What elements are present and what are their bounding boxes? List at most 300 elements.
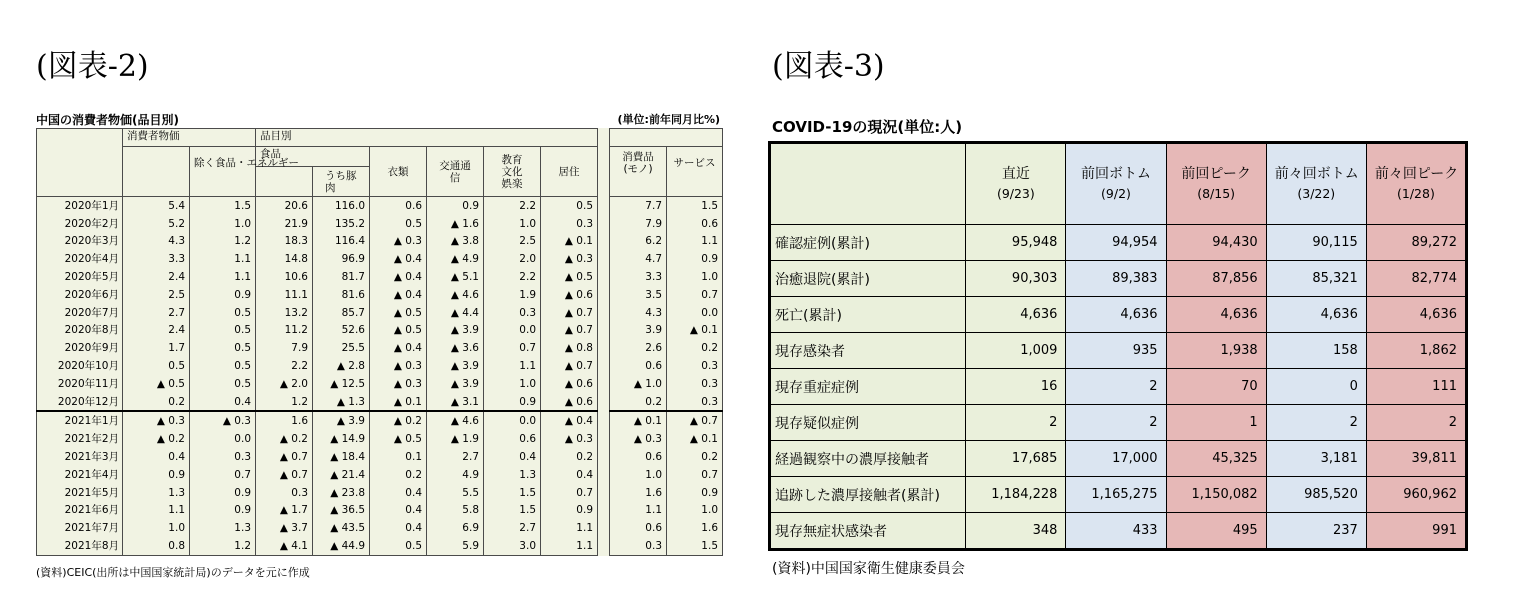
cell-value: 52.6 xyxy=(313,322,370,340)
cell-value: 4,636 xyxy=(966,297,1066,333)
column-gap xyxy=(598,448,610,466)
row-label: 2020年9月 xyxy=(37,339,123,357)
cell-value: ▲ 0.6 xyxy=(541,286,598,304)
cell-value: ▲ 1.6 xyxy=(427,215,484,233)
row-label: 2020年4月 xyxy=(37,250,123,268)
column-gap xyxy=(598,519,610,537)
row-label: 2021年3月 xyxy=(37,448,123,466)
row-label: 2020年3月 xyxy=(37,233,123,251)
cell-value: 1.0 xyxy=(667,268,723,286)
column-header xyxy=(1066,143,1166,225)
cell-value: ▲ 2.0 xyxy=(256,375,313,393)
cell-value: 2.5 xyxy=(123,286,190,304)
cell-value: 1.5 xyxy=(667,537,723,556)
cell-value: 158 xyxy=(1266,333,1366,369)
cell-value: ▲ 4.4 xyxy=(427,304,484,322)
cell-value: ▲ 0.4 xyxy=(541,411,598,430)
cell-value: 1.3 xyxy=(484,466,541,484)
cell-value: ▲ 4.6 xyxy=(427,286,484,304)
cell-value: 2.0 xyxy=(484,250,541,268)
table-row xyxy=(770,477,1467,513)
cell-value: 14.8 xyxy=(256,250,313,268)
cell-value: 0.4 xyxy=(370,484,427,502)
cell-value: 1.6 xyxy=(667,519,723,537)
cell-value: 3.3 xyxy=(610,268,667,286)
cell-value: ▲ 2.8 xyxy=(313,357,370,375)
cell-value: 0.9 xyxy=(123,466,190,484)
table-row xyxy=(37,339,723,357)
cell-value: 0.9 xyxy=(667,250,723,268)
row-label: 治癒退院(累計) xyxy=(770,261,966,297)
cell-value: ▲ 18.4 xyxy=(313,448,370,466)
cell-value: 5.9 xyxy=(427,537,484,556)
cell-value: 0.6 xyxy=(610,519,667,537)
cell-value: 4.3 xyxy=(610,304,667,322)
table-row xyxy=(37,519,723,537)
cpi-header-housing: 居住 xyxy=(541,147,598,197)
covid-table-caption: COVID-19の現況(単位:人) xyxy=(772,118,963,136)
covid-table xyxy=(768,141,1468,551)
cell-value: 4,636 xyxy=(1066,297,1166,333)
cell-value: ▲ 0.2 xyxy=(256,430,313,448)
cell-value: 135.2 xyxy=(313,215,370,233)
cell-value: 111 xyxy=(1366,369,1466,405)
cell-value: 0.3 xyxy=(484,304,541,322)
cell-value: 0 xyxy=(1266,369,1366,405)
figure-3-title: (図表-3) xyxy=(772,49,885,84)
row-label: 2021年2月 xyxy=(37,430,123,448)
cell-value: ▲ 3.9 xyxy=(427,357,484,375)
column-header xyxy=(1366,143,1466,225)
cell-value: 2.2 xyxy=(484,268,541,286)
cell-value: 0.6 xyxy=(610,448,667,466)
cell-value: 85.7 xyxy=(313,304,370,322)
cell-value: 0.5 xyxy=(123,357,190,375)
cell-value: 6.9 xyxy=(427,519,484,537)
cpi-header-headline xyxy=(123,147,190,197)
cell-value: 0.9 xyxy=(427,197,484,215)
table-row xyxy=(37,250,723,268)
cell-value: 3.5 xyxy=(610,286,667,304)
cell-value: 7.7 xyxy=(610,197,667,215)
cpi-header-cpi: 消費者物価 xyxy=(123,129,256,147)
cell-value: 0.3 xyxy=(667,357,723,375)
cell-value: 0.9 xyxy=(541,501,598,519)
cell-value: 89,383 xyxy=(1066,261,1166,297)
cell-value: 0.7 xyxy=(667,286,723,304)
figure-2-title: (図表-2) xyxy=(36,49,149,84)
table-row xyxy=(37,501,723,519)
cell-value: 985,520 xyxy=(1266,477,1366,513)
table-row xyxy=(37,466,723,484)
cell-value: ▲ 0.3 xyxy=(370,375,427,393)
cell-value: 0.5 xyxy=(370,537,427,556)
cell-value: 1.1 xyxy=(610,501,667,519)
cell-value: ▲ 0.4 xyxy=(370,286,427,304)
cell-value: 13.2 xyxy=(256,304,313,322)
cell-value: 94,430 xyxy=(1166,225,1266,261)
table-row xyxy=(37,286,723,304)
table-row xyxy=(37,411,723,430)
cell-value: ▲ 3.9 xyxy=(427,375,484,393)
cell-value: 1 xyxy=(1166,405,1266,441)
cell-value: 2.4 xyxy=(123,322,190,340)
column-gap xyxy=(598,466,610,484)
cell-value: 2.5 xyxy=(484,233,541,251)
cell-value: 0.5 xyxy=(190,339,256,357)
cell-value: ▲ 1.7 xyxy=(256,501,313,519)
covid-table-body xyxy=(770,225,1467,550)
table-row xyxy=(770,297,1467,333)
cell-value: 1.0 xyxy=(484,215,541,233)
cell-value: ▲ 0.6 xyxy=(541,375,598,393)
cell-value: 1.3 xyxy=(123,484,190,502)
row-label: 2020年12月 xyxy=(37,393,123,412)
row-label: 現存疑似症例 xyxy=(770,405,966,441)
cell-value: 0.4 xyxy=(123,448,190,466)
cell-value: ▲ 0.3 xyxy=(370,233,427,251)
row-label: 現存感染者 xyxy=(770,333,966,369)
cpi-header-transport: 交通通信 xyxy=(427,147,484,197)
cell-value: 0.5 xyxy=(190,357,256,375)
cell-value: 4,636 xyxy=(1266,297,1366,333)
row-label: 2021年4月 xyxy=(37,466,123,484)
cell-value: ▲ 0.5 xyxy=(370,304,427,322)
table-row xyxy=(770,441,1467,477)
cell-value: 0.9 xyxy=(667,484,723,502)
cpi-header-clothing: 衣類 xyxy=(370,147,427,197)
table-row xyxy=(37,197,723,215)
cell-value: 1,938 xyxy=(1166,333,1266,369)
cell-value: 0.3 xyxy=(610,537,667,556)
cell-value: 1.7 xyxy=(123,339,190,357)
cell-value: ▲ 0.5 xyxy=(370,430,427,448)
cell-value: 81.7 xyxy=(313,268,370,286)
cell-value: ▲ 0.1 xyxy=(667,430,723,448)
cell-value: ▲ 3.9 xyxy=(427,322,484,340)
cell-value: ▲ 3.6 xyxy=(427,339,484,357)
column-header-label: 前々回ピーク xyxy=(1374,166,1459,182)
cell-value: 2 xyxy=(1366,405,1466,441)
cell-value: 7.9 xyxy=(610,215,667,233)
column-gap xyxy=(598,357,610,375)
cell-value: 1.1 xyxy=(123,501,190,519)
cell-value: ▲ 0.7 xyxy=(667,411,723,430)
cell-value: 0.0 xyxy=(484,411,541,430)
cell-value: 0.3 xyxy=(256,484,313,502)
cell-value: ▲ 4.1 xyxy=(256,537,313,556)
cell-value: ▲ 0.3 xyxy=(541,430,598,448)
cpi-header-food: 食品 xyxy=(256,147,370,167)
cell-value: 1,184,228 xyxy=(966,477,1066,513)
cell-value: 1.2 xyxy=(256,393,313,412)
cell-value: 2.7 xyxy=(427,448,484,466)
table-row xyxy=(37,215,723,233)
column-gap xyxy=(598,250,610,268)
column-header xyxy=(966,143,1066,225)
cell-value: 11.1 xyxy=(256,286,313,304)
cell-value: ▲ 0.2 xyxy=(123,430,190,448)
cell-value: 10.6 xyxy=(256,268,313,286)
table-row xyxy=(37,393,723,412)
column-gap xyxy=(598,197,610,215)
table-row xyxy=(37,430,723,448)
table-row xyxy=(770,369,1467,405)
cell-value: 348 xyxy=(966,513,1066,550)
cell-value: ▲ 12.5 xyxy=(313,375,370,393)
covid-corner-cell xyxy=(770,143,966,225)
cpi-table-caption: 中国の消費者物価(品目別) xyxy=(36,113,179,127)
cell-value: 0.7 xyxy=(190,466,256,484)
table-row xyxy=(770,405,1467,441)
row-label: 追跡した濃厚接触者(累計) xyxy=(770,477,966,513)
column-header-label: 前回ボトム xyxy=(1080,166,1151,182)
cell-value: 0.3 xyxy=(541,215,598,233)
cell-value: ▲ 0.3 xyxy=(610,430,667,448)
cell-value: 4.9 xyxy=(427,466,484,484)
cell-value: ▲ 5.1 xyxy=(427,268,484,286)
cpi-header-pork: うち豚肉 xyxy=(313,167,370,197)
column-header-date: (9/2) xyxy=(1101,186,1131,201)
table-row xyxy=(37,322,723,340)
cell-value: 4.7 xyxy=(610,250,667,268)
cell-value: 0.8 xyxy=(123,537,190,556)
cell-value: 82,774 xyxy=(1366,261,1466,297)
cell-value: 0.1 xyxy=(370,448,427,466)
column-gap xyxy=(598,286,610,304)
cell-value: 1,150,082 xyxy=(1166,477,1266,513)
cell-value: 18.3 xyxy=(256,233,313,251)
cell-value: 1.5 xyxy=(484,484,541,502)
cell-value: 1.5 xyxy=(190,197,256,215)
cell-value: 433 xyxy=(1066,513,1166,550)
cell-value: 0.4 xyxy=(541,466,598,484)
row-label: 2021年7月 xyxy=(37,519,123,537)
cell-value: ▲ 0.7 xyxy=(541,357,598,375)
cell-value: 0.6 xyxy=(667,215,723,233)
cell-value: ▲ 36.5 xyxy=(313,501,370,519)
cell-value: 17,000 xyxy=(1066,441,1166,477)
column-gap xyxy=(598,393,610,412)
cell-value: 0.5 xyxy=(190,375,256,393)
cell-value: 2 xyxy=(1066,369,1166,405)
cell-value: 1.1 xyxy=(190,268,256,286)
cell-value: 4,636 xyxy=(1366,297,1466,333)
cell-value: 5.2 xyxy=(123,215,190,233)
cell-value: 2 xyxy=(966,405,1066,441)
row-label: 2020年5月 xyxy=(37,268,123,286)
column-gap xyxy=(598,215,610,233)
row-label: 2020年11月 xyxy=(37,375,123,393)
cell-value: 0.2 xyxy=(667,339,723,357)
cell-value: 96.9 xyxy=(313,250,370,268)
cell-value: 1.6 xyxy=(256,411,313,430)
cell-value: 2.7 xyxy=(123,304,190,322)
row-label: 2020年1月 xyxy=(37,197,123,215)
column-header xyxy=(1266,143,1366,225)
cell-value: 1.3 xyxy=(190,519,256,537)
table-row xyxy=(770,225,1467,261)
cell-value: 1.1 xyxy=(541,537,598,556)
cell-value: ▲ 21.4 xyxy=(313,466,370,484)
cell-value: 960,962 xyxy=(1366,477,1466,513)
cell-value: 3.9 xyxy=(610,322,667,340)
cell-value: 1,165,275 xyxy=(1066,477,1166,513)
cell-value: 1.0 xyxy=(190,215,256,233)
cell-value: 0.7 xyxy=(667,466,723,484)
cpi-corner-cell xyxy=(37,129,123,197)
cell-value: 0.4 xyxy=(484,448,541,466)
cell-value: ▲ 3.1 xyxy=(427,393,484,412)
cell-value: 1.5 xyxy=(484,501,541,519)
column-gap xyxy=(598,375,610,393)
cell-value: 70 xyxy=(1166,369,1266,405)
row-label: 確認症例(累計) xyxy=(770,225,966,261)
cell-value: 1.0 xyxy=(667,501,723,519)
cell-value: 1.1 xyxy=(541,519,598,537)
column-gap xyxy=(598,537,610,556)
cell-value: ▲ 0.8 xyxy=(541,339,598,357)
cell-value: 5.8 xyxy=(427,501,484,519)
cell-value: 3.3 xyxy=(123,250,190,268)
cell-value: 0.5 xyxy=(190,304,256,322)
cell-value: 0.5 xyxy=(541,197,598,215)
cell-value: 3.0 xyxy=(484,537,541,556)
cell-value: 0.0 xyxy=(667,304,723,322)
cell-value: ▲ 14.9 xyxy=(313,430,370,448)
cell-value: 0.0 xyxy=(484,322,541,340)
cell-value: ▲ 1.0 xyxy=(610,375,667,393)
cell-value: 0.2 xyxy=(541,448,598,466)
cpi-header-core: 除く食品・エネルギー xyxy=(190,147,256,197)
cell-value: 0.6 xyxy=(370,197,427,215)
column-gap xyxy=(598,233,610,251)
cell-value: 45,325 xyxy=(1166,441,1266,477)
cell-value: 1.0 xyxy=(610,466,667,484)
cpi-header-food-all xyxy=(256,167,313,197)
cell-value: 1.1 xyxy=(190,250,256,268)
cell-value: 0.3 xyxy=(667,375,723,393)
cell-value: ▲ 4.9 xyxy=(427,250,484,268)
cpi-header-services: サービス xyxy=(667,147,723,197)
cpi-header-by-item: 品目別 xyxy=(256,129,598,147)
cell-value: 0.7 xyxy=(541,484,598,502)
column-header-date: (1/28) xyxy=(1397,186,1435,201)
row-label: 2021年1月 xyxy=(37,411,123,430)
cell-value: 39,811 xyxy=(1366,441,1466,477)
column-gap xyxy=(598,501,610,519)
cell-value: 1.2 xyxy=(190,233,256,251)
cell-value: ▲ 3.7 xyxy=(256,519,313,537)
cell-value: ▲ 0.7 xyxy=(256,466,313,484)
cell-value: 0.5 xyxy=(370,215,427,233)
cell-value: ▲ 3.8 xyxy=(427,233,484,251)
table-row xyxy=(770,261,1467,297)
cell-value: 2.2 xyxy=(256,357,313,375)
cell-value: 0.9 xyxy=(190,501,256,519)
cell-value: ▲ 0.1 xyxy=(370,393,427,412)
cell-value: 116.4 xyxy=(313,233,370,251)
cell-value: 6.2 xyxy=(610,233,667,251)
cpi-header-blank xyxy=(610,129,723,147)
cell-value: 2.6 xyxy=(610,339,667,357)
cell-value: 11.2 xyxy=(256,322,313,340)
column-header-date: (8/15) xyxy=(1197,186,1236,201)
column-gap xyxy=(598,484,610,502)
row-label: 2021年5月 xyxy=(37,484,123,502)
cell-value: 0.2 xyxy=(667,448,723,466)
cell-value: ▲ 0.7 xyxy=(541,304,598,322)
cell-value: 0.5 xyxy=(190,322,256,340)
cell-value: ▲ 0.7 xyxy=(541,322,598,340)
cell-value: 3,181 xyxy=(1266,441,1366,477)
cell-value: 1.5 xyxy=(667,197,723,215)
table-row xyxy=(37,233,723,251)
row-label: 現存重症症例 xyxy=(770,369,966,405)
column-header-label: 前々回ボトム xyxy=(1274,166,1359,182)
cell-value: 5.5 xyxy=(427,484,484,502)
row-label: 2021年8月 xyxy=(37,537,123,556)
column-gap xyxy=(598,411,610,430)
cell-value: 1.0 xyxy=(123,519,190,537)
cell-value: 87,856 xyxy=(1166,261,1266,297)
cell-value: ▲ 0.4 xyxy=(370,339,427,357)
cell-value: 0.2 xyxy=(370,466,427,484)
cell-value: 2.7 xyxy=(484,519,541,537)
cell-value: 0.6 xyxy=(484,430,541,448)
cell-value: ▲ 23.8 xyxy=(313,484,370,502)
cpi-header-goods: 消費品(モノ) xyxy=(610,147,667,197)
cell-value: 0.4 xyxy=(370,519,427,537)
table-row xyxy=(37,448,723,466)
cell-value: ▲ 0.5 xyxy=(370,322,427,340)
cell-value: 2.2 xyxy=(484,197,541,215)
cell-value: 95,948 xyxy=(966,225,1066,261)
table-row xyxy=(770,333,1467,369)
cell-value: 2 xyxy=(1066,405,1166,441)
row-label: 2020年2月 xyxy=(37,215,123,233)
cell-value: 25.5 xyxy=(313,339,370,357)
cell-value: 1.9 xyxy=(484,286,541,304)
cpi-table xyxy=(36,128,723,556)
cpi-table-body xyxy=(37,197,723,556)
cell-value: 0.0 xyxy=(190,430,256,448)
cell-value: 20.6 xyxy=(256,197,313,215)
table-row xyxy=(37,375,723,393)
cell-value: ▲ 0.1 xyxy=(610,411,667,430)
cell-value: ▲ 0.3 xyxy=(541,250,598,268)
cell-value: 85,321 xyxy=(1266,261,1366,297)
cell-value: 0.3 xyxy=(667,393,723,412)
cell-value: ▲ 0.1 xyxy=(667,322,723,340)
cell-value: ▲ 0.2 xyxy=(370,411,427,430)
cell-value: ▲ 0.5 xyxy=(541,268,598,286)
cell-value: ▲ 3.9 xyxy=(313,411,370,430)
cell-value: 0.9 xyxy=(190,286,256,304)
cell-value: 2.4 xyxy=(123,268,190,286)
cell-value: 237 xyxy=(1266,513,1366,550)
cell-value: 5.4 xyxy=(123,197,190,215)
cell-value: 90,115 xyxy=(1266,225,1366,261)
cell-value: 991 xyxy=(1366,513,1466,550)
cpi-gap xyxy=(598,129,610,197)
column-gap xyxy=(598,430,610,448)
cell-value: 0.9 xyxy=(484,393,541,412)
cell-value: 0.4 xyxy=(370,501,427,519)
column-gap xyxy=(598,322,610,340)
column-gap xyxy=(598,339,610,357)
cell-value: ▲ 1.3 xyxy=(313,393,370,412)
